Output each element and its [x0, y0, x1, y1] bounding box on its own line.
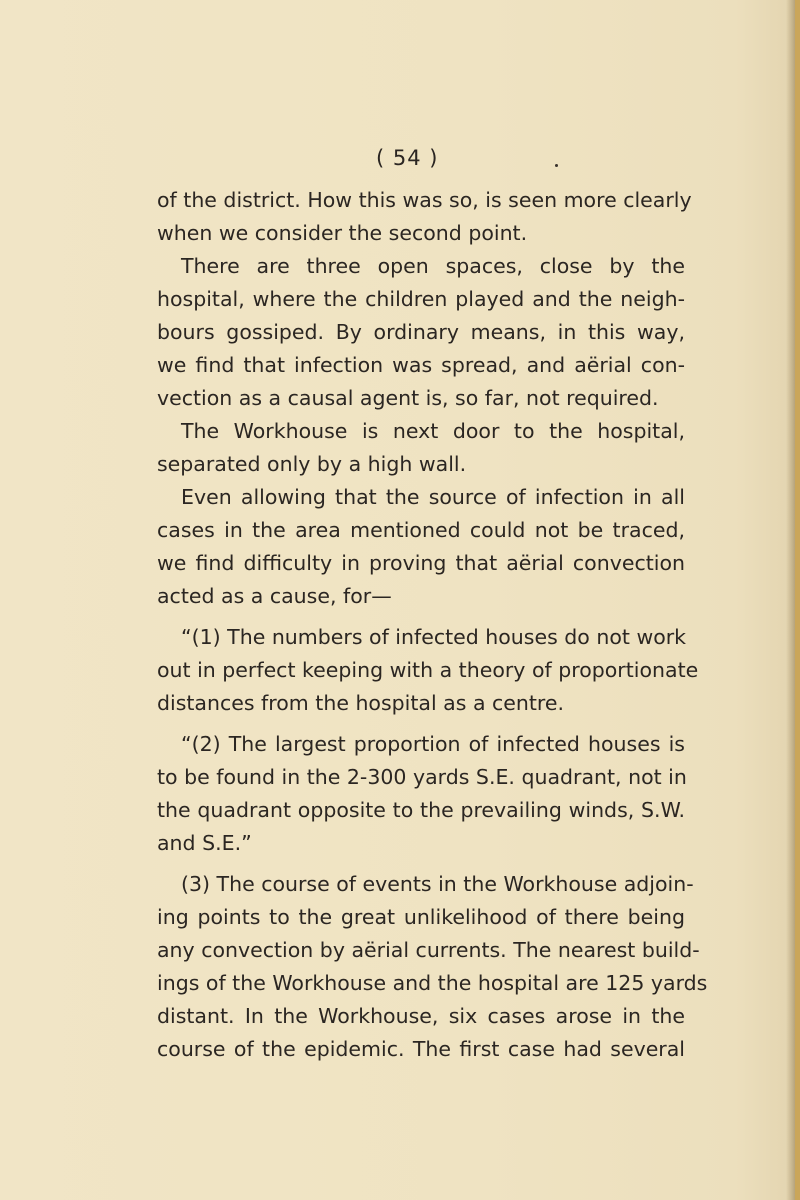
- text-line: of the district. How this was so, is seen more clearly: [157, 188, 692, 212]
- paragraph-start: (3) The course of events in the Workhouse adjoin-: [181, 872, 694, 896]
- text-line: vection as a causal agent is, so far, not required.: [157, 386, 659, 410]
- text-line: ings of the Workhouse and the hospital are 125 yards: [157, 971, 708, 995]
- text-line: bours gossiped. By ordinary means, in this way,: [157, 320, 685, 344]
- text-line: to be found in the 2-300 yards S.E. quadrant, not in: [157, 765, 687, 789]
- quote-item-2-start: “(2) The largest proportion of infected houses is: [181, 732, 685, 756]
- text-line: hospital, where the children played and the neigh-: [157, 287, 685, 311]
- text-line: distances from the hospital as a centre.: [157, 691, 565, 715]
- text-line: the quadrant opposite to the prevailing winds, S.W.: [157, 798, 685, 822]
- page-number: ( 54 ): [376, 146, 439, 170]
- quote-item-1-start: “(1) The numbers of infected houses do not work: [181, 625, 687, 649]
- paragraph-start: Even allowing that the source of infection in all: [181, 485, 685, 509]
- text-line: cases in the area mentioned could not be traced,: [157, 518, 685, 542]
- text-line: we find that infection was spread, and aërial con-: [157, 353, 685, 377]
- ink-speck: [555, 164, 558, 167]
- paragraph-start: There are three open spaces, close by the: [181, 254, 685, 278]
- paragraph-start: The Workhouse is next door to the hospital,: [181, 419, 685, 443]
- text-line: distant. In the Workhouse, six cases arose in the: [157, 1004, 685, 1028]
- text-line: out in perfect keeping with a theory of proportionate: [157, 658, 699, 682]
- text-line: and S.E.”: [157, 831, 252, 855]
- text-line: when we consider the second point.: [157, 221, 528, 245]
- body-text: [157, 184, 708, 1066]
- text-line: we find difficulty in proving that aërial convection: [157, 551, 685, 575]
- text-line: any convection by aërial currents. The nearest build-: [157, 938, 700, 962]
- text-line: course of the epidemic. The first case had several: [157, 1037, 685, 1061]
- text-line: separated only by a high wall.: [157, 452, 467, 476]
- text-line: ing points to the great unlikelihood of there being: [157, 905, 685, 929]
- page-edge: [795, 0, 800, 1200]
- text-line: acted as a cause, for—: [157, 584, 392, 608]
